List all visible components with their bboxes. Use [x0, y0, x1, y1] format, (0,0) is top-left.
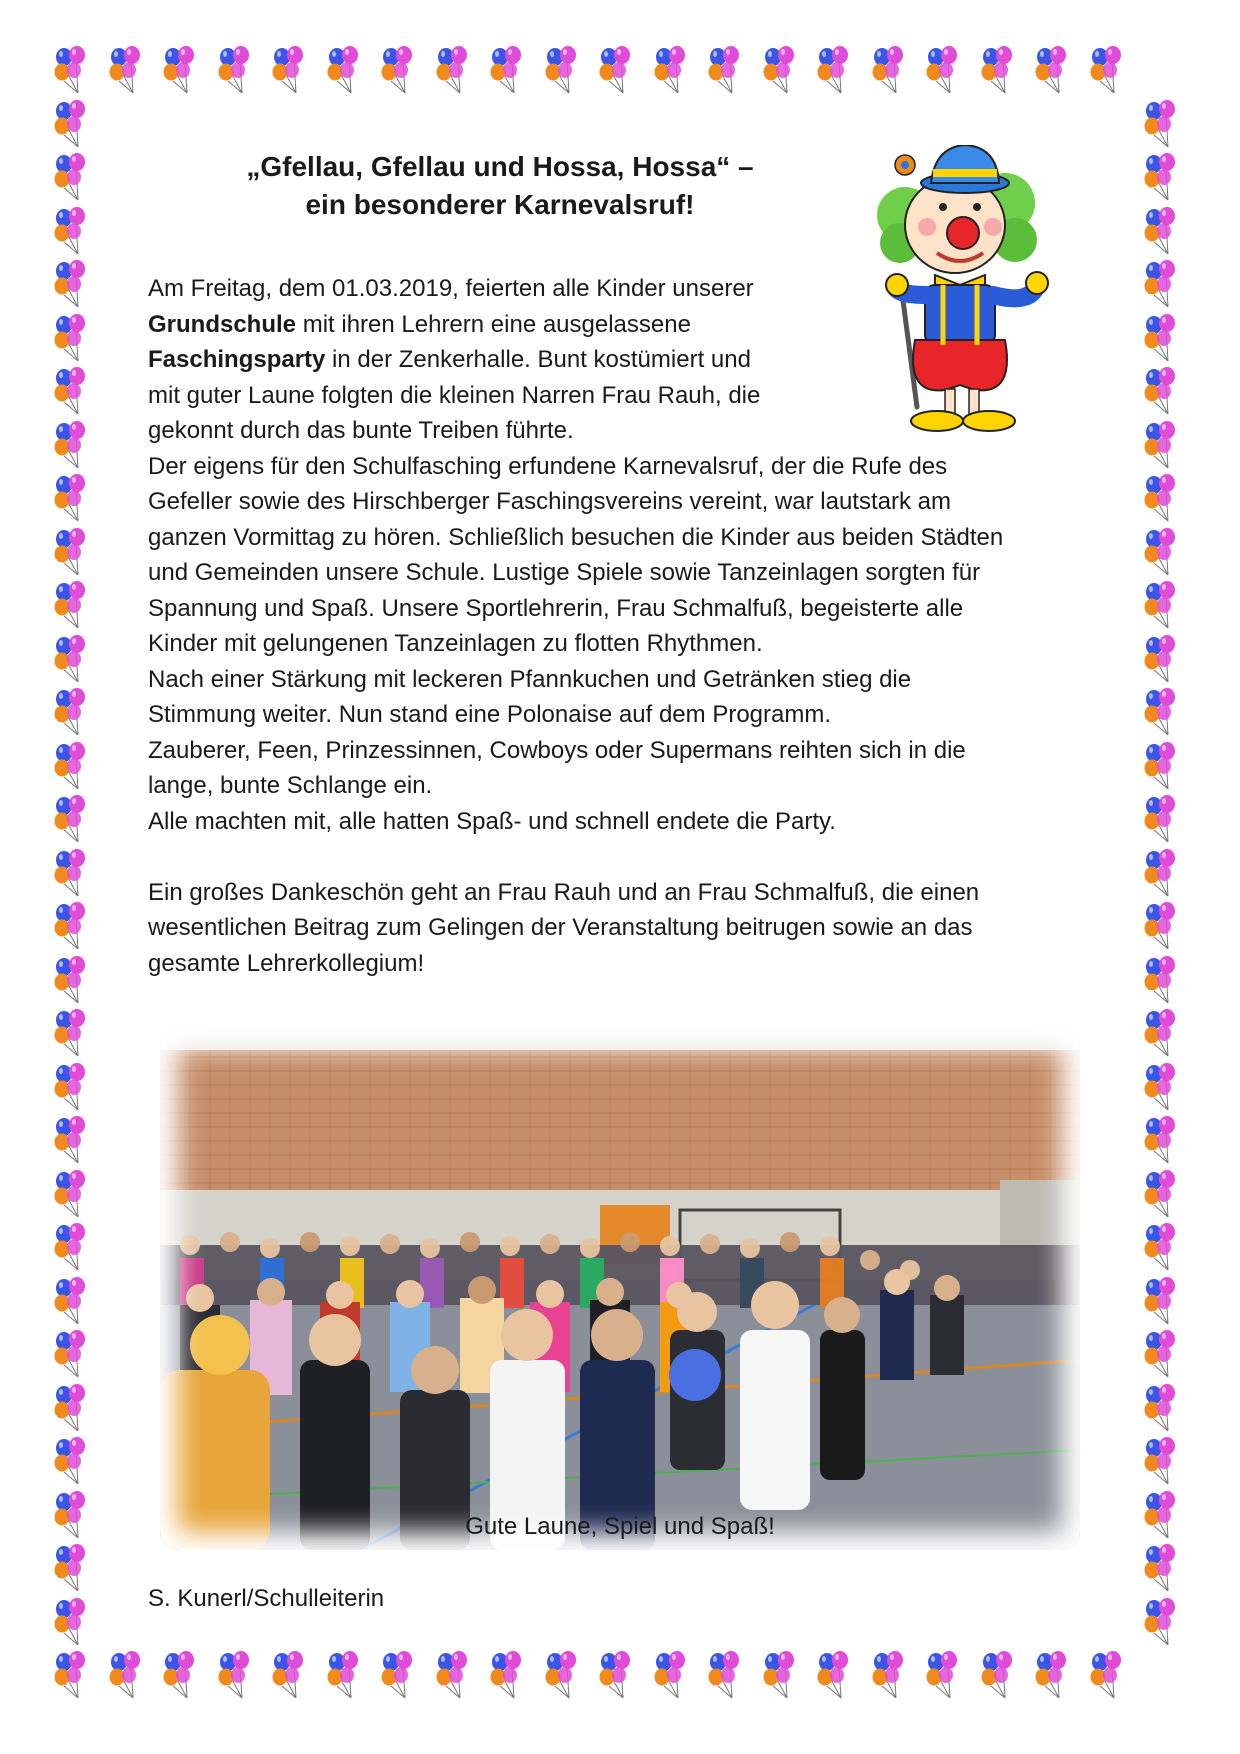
balloon-cluster-icon [1031, 45, 1079, 101]
balloon-cluster-icon [50, 420, 98, 476]
balloon-cluster-icon [214, 1650, 262, 1706]
balloon-cluster-icon [50, 1276, 98, 1332]
balloon-cluster-icon [868, 1650, 916, 1706]
balloon-cluster-icon [50, 259, 98, 315]
text-line: mit guter Laune folgten die kleinen Narren Frau Rauh, die [148, 381, 761, 409]
balloon-cluster-icon [50, 1650, 98, 1706]
balloon-cluster-icon [1140, 794, 1188, 850]
balloon-cluster-icon [50, 1383, 98, 1439]
text-line: Am Freitag, dem 01.03.2019, feierten alle Kinder unserer [148, 275, 754, 302]
balloon-cluster-icon [105, 45, 153, 101]
balloon-cluster-icon [1140, 99, 1188, 155]
text-line: Alle machten mit, alle hatten Spaß- und schnell endete die Party. [148, 807, 836, 835]
balloon-cluster-icon [650, 45, 698, 101]
balloon-cluster-icon [1140, 1169, 1188, 1225]
balloon-cluster-icon [50, 1222, 98, 1278]
balloon-cluster-icon [50, 901, 98, 957]
text-segment: in der Zenkerhalle. Bunt kostümiert und [325, 346, 751, 373]
balloon-cluster-icon [50, 152, 98, 208]
balloon-cluster-icon [977, 1650, 1025, 1706]
balloon-cluster-icon [50, 1062, 98, 1118]
paragraph-gap [148, 839, 1098, 875]
balloon-cluster-icon [50, 1169, 98, 1225]
balloon-cluster-icon [50, 794, 98, 850]
balloon-cluster-icon [50, 1436, 98, 1492]
text-line: Der eigens für den Schulfasching erfundene Karnevalsruf, der die Rufe des [148, 452, 948, 480]
balloon-cluster-icon [1140, 848, 1188, 904]
article-body [148, 271, 1098, 981]
balloon-cluster-icon [377, 45, 425, 101]
text-line: Ein großes Dankeschön geht an Frau Rauh und an Frau Schmalfuß, die einen [148, 878, 980, 906]
balloon-cluster-icon [704, 1650, 752, 1706]
text-line: Zauberer, Feen, Prinzessinnen, Cowboys oder Supermans reihten sich in die [148, 736, 966, 764]
balloon-cluster-icon [50, 848, 98, 904]
balloon-cluster-icon [50, 473, 98, 529]
balloon-cluster-icon [50, 206, 98, 262]
balloon-cluster-icon [486, 1650, 534, 1706]
balloon-cluster-icon [50, 99, 98, 155]
balloon-cluster-icon [50, 1008, 98, 1064]
balloon-cluster-icon [50, 1115, 98, 1171]
text-line: ganzen Vormittag zu hören. Schließlich besuchen die Kinder aus beiden Städten [148, 523, 1004, 551]
balloon-cluster-icon [813, 45, 861, 101]
balloon-cluster-icon [1140, 1062, 1188, 1118]
balloon-cluster-icon [50, 1329, 98, 1385]
balloon-cluster-icon [323, 1650, 371, 1706]
balloon-cluster-icon [1140, 313, 1188, 369]
balloon-cluster-icon [50, 687, 98, 743]
balloon-cluster-icon [377, 1650, 425, 1706]
balloon-cluster-icon [922, 1650, 970, 1706]
balloon-cluster-icon [1086, 45, 1134, 101]
balloon-cluster-icon [977, 45, 1025, 101]
text-line: Nach einer Stärkung mit leckeren Pfannkuchen und Getränken stieg die [148, 665, 912, 693]
balloon-cluster-icon [1031, 1650, 1079, 1706]
balloon-cluster-icon [268, 1650, 316, 1706]
balloon-cluster-icon [541, 1650, 589, 1706]
balloon-cluster-icon [1140, 634, 1188, 690]
balloon-cluster-icon [268, 45, 316, 101]
balloon-cluster-icon [1140, 901, 1188, 957]
balloon-cluster-icon [159, 45, 207, 101]
balloon-cluster-icon [1140, 527, 1188, 583]
balloon-cluster-icon [704, 45, 752, 101]
text-line: Kinder mit gelungenen Tanzeinlagen zu flotten Rhythmen. [148, 630, 763, 657]
balloon-cluster-icon [50, 45, 98, 101]
balloon-cluster-icon [1140, 366, 1188, 422]
balloon-cluster-icon [50, 741, 98, 797]
balloon-cluster-icon [1140, 420, 1188, 476]
party-photo [160, 1030, 1080, 1550]
balloon-cluster-icon [1140, 1436, 1188, 1492]
balloon-cluster-icon [1140, 259, 1188, 315]
text-line: Spannung und Spaß. Unsere Sportlehrerin, Frau Schmalfuß, begeisterte alle [148, 594, 964, 622]
balloon-cluster-icon [50, 955, 98, 1011]
balloon-cluster-icon [432, 1650, 480, 1706]
balloon-cluster-icon [486, 45, 534, 101]
balloon-cluster-icon [50, 313, 98, 369]
balloon-cluster-icon [1140, 1008, 1188, 1064]
balloon-cluster-icon [214, 45, 262, 101]
text-line [148, 342, 1098, 378]
balloon-cluster-icon [1140, 955, 1188, 1011]
balloon-cluster-icon [1140, 1115, 1188, 1171]
balloon-cluster-icon [1140, 1383, 1188, 1439]
text-line [148, 307, 1098, 343]
text-line: gekonnt durch das bunte Treiben führte. [148, 417, 574, 444]
balloon-cluster-icon [1140, 1543, 1188, 1599]
balloon-cluster-icon [105, 1650, 153, 1706]
text-line: wesentlichen Beitrag zum Gelingen der Veranstaltung beitrugen sowie an das [148, 914, 973, 941]
balloon-cluster-icon [1140, 206, 1188, 262]
balloon-cluster-icon [1140, 1490, 1188, 1546]
balloon-cluster-icon [868, 45, 916, 101]
balloon-cluster-icon [541, 45, 589, 101]
balloon-cluster-icon [759, 1650, 807, 1706]
balloon-cluster-icon [1140, 473, 1188, 529]
balloon-cluster-icon [50, 1543, 98, 1599]
balloon-cluster-icon [650, 1650, 698, 1706]
text-line: und Gemeinden unsere Schule. Lustige Spiele sowie Tanzeinlagen sorgten für [148, 559, 981, 586]
balloon-cluster-icon [50, 527, 98, 583]
balloon-cluster-icon [50, 580, 98, 636]
balloon-cluster-icon [1086, 1650, 1134, 1706]
balloon-cluster-icon [323, 45, 371, 101]
page-title [190, 148, 810, 224]
balloon-cluster-icon [813, 1650, 861, 1706]
gym-scene-image [160, 1030, 1080, 1550]
balloon-cluster-icon [922, 45, 970, 101]
balloon-cluster-icon [595, 45, 643, 101]
photo-caption: Gute Laune, Spiel und Spaß! [465, 1513, 775, 1540]
signature: S. Kunerl/Schulleiterin [148, 1585, 385, 1612]
balloon-cluster-icon [595, 1650, 643, 1706]
title-line-2: ein besonderer Karnevalsruf! [305, 189, 695, 220]
text-line: Gefeller sowie des Hirschberger Faschingsvereins vereint, war lautstark am [148, 488, 951, 515]
balloon-cluster-icon [432, 45, 480, 101]
text-line: gesamte Lehrerkollegium! [148, 949, 425, 977]
balloon-cluster-icon [1140, 741, 1188, 797]
balloon-cluster-icon [759, 45, 807, 101]
text-segment: mit ihren Lehrern eine ausgelassene [296, 310, 691, 338]
balloon-cluster-icon [159, 1650, 207, 1706]
balloon-cluster-icon [1140, 1597, 1188, 1653]
balloon-cluster-icon [1140, 1222, 1188, 1278]
balloon-cluster-icon [1140, 1276, 1188, 1332]
title-line-1: „Gfellau, Gfellau und Hossa, Hossa“ – [246, 151, 754, 182]
bold-word-faschingsparty: Faschingsparty [148, 346, 326, 373]
bold-word-grundschule: Grundschule [148, 310, 297, 338]
balloon-cluster-icon [1140, 1329, 1188, 1385]
balloon-cluster-icon [1140, 152, 1188, 208]
balloon-cluster-icon [50, 366, 98, 422]
balloon-cluster-icon [1140, 580, 1188, 636]
balloon-cluster-icon [50, 1490, 98, 1546]
balloon-cluster-icon [50, 1597, 98, 1653]
balloon-cluster-icon [50, 634, 98, 690]
text-line: Stimmung weiter. Nun stand eine Polonaise auf dem Programm. [148, 701, 832, 728]
text-line: lange, bunte Schlange ein. [148, 772, 433, 799]
balloon-cluster-icon [1140, 687, 1188, 743]
